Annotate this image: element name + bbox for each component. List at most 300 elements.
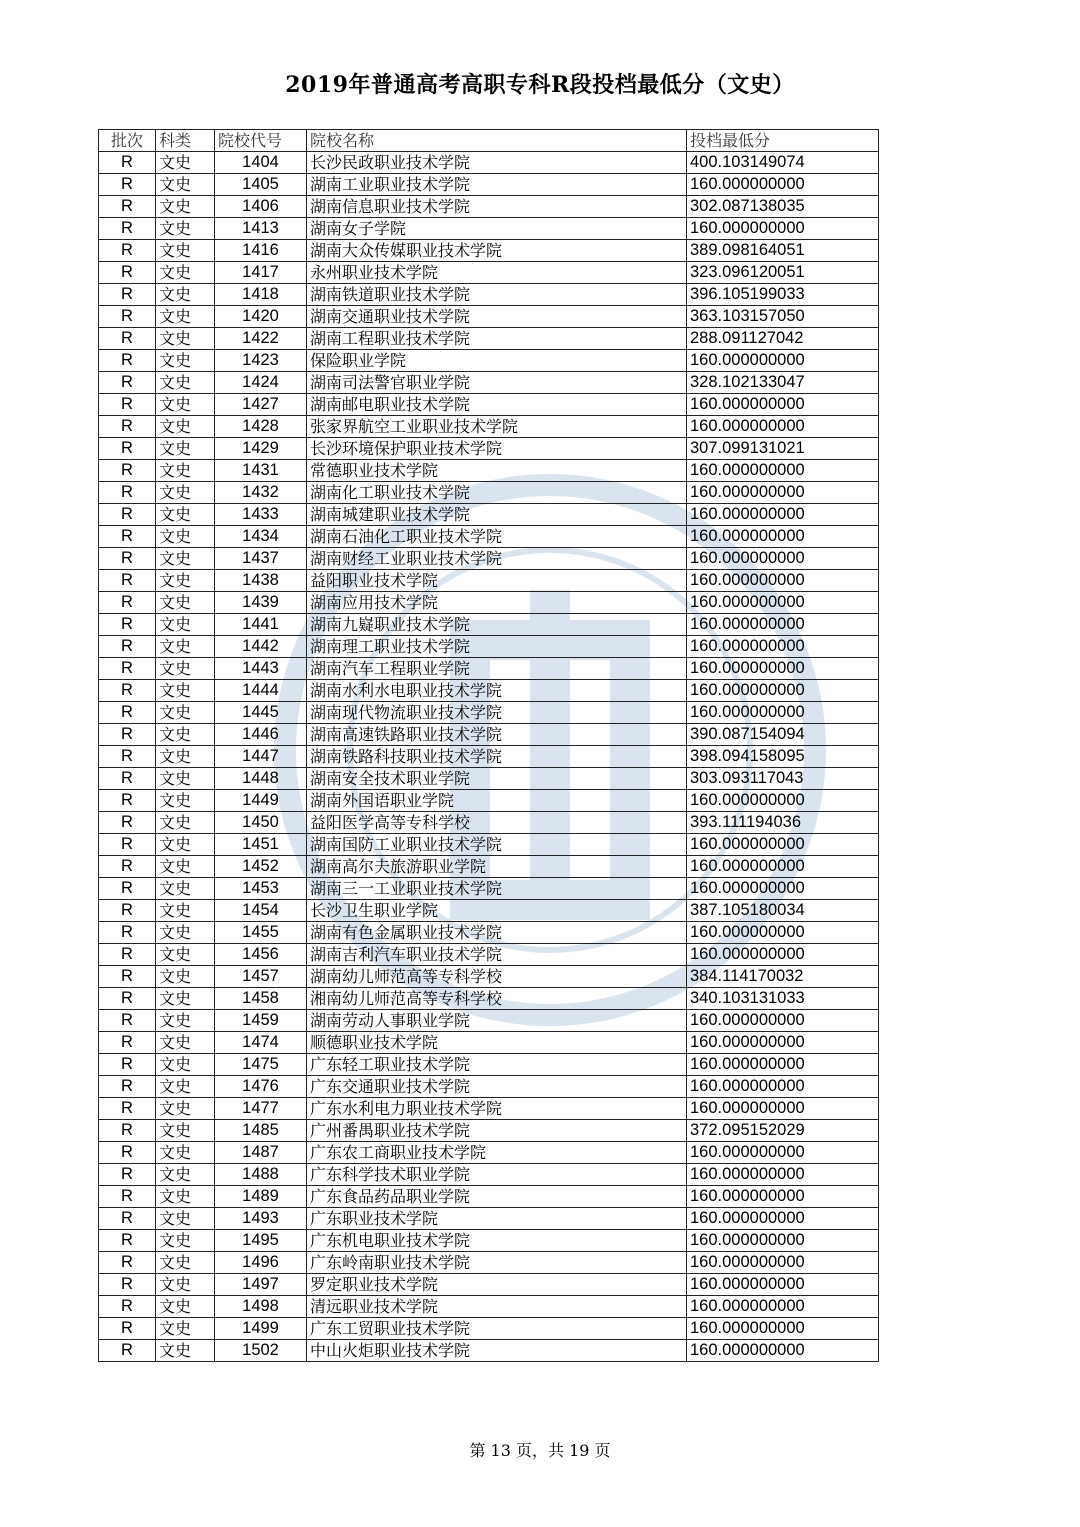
cell-school-code: 1449 [215,790,307,812]
table-row [99,526,879,548]
column-header-subject: 科类 [156,130,215,152]
cell-school-name: 湖南应用技术学院 [307,592,687,614]
cell-school-code: 1428 [215,416,307,438]
table-row [99,372,879,394]
cell-batch: R [99,1186,156,1208]
cell-school-code: 1437 [215,548,307,570]
cell-min-score: 160.000000000 [687,1142,879,1164]
cell-school-code: 1413 [215,218,307,240]
cell-min-score: 160.000000000 [687,636,879,658]
cell-subject: 文史 [156,1340,215,1362]
page-title: 2019年普通高考高职专科R段投档最低分（文史） [285,72,795,98]
column-header-school-name: 院校名称 [307,130,687,152]
cell-min-score: 160.000000000 [687,1296,879,1318]
table-row [99,966,879,988]
cell-batch: R [99,174,156,196]
table-row [99,1186,879,1208]
cell-batch: R [99,944,156,966]
cell-school-code: 1493 [215,1208,307,1230]
cell-school-name: 湖南三一工业职业技术学院 [307,878,687,900]
cell-min-score: 396.105199033 [687,284,879,306]
cell-min-score: 160.000000000 [687,218,879,240]
cell-subject: 文史 [156,658,215,680]
cell-min-score: 160.000000000 [687,570,879,592]
cell-min-score: 160.000000000 [687,1076,879,1098]
cell-school-code: 1474 [215,1032,307,1054]
table-row [99,1252,879,1274]
page-number: 第 13 页，共 19 页 [469,1441,611,1460]
cell-min-score: 160.000000000 [687,614,879,636]
cell-school-code: 1416 [215,240,307,262]
cell-subject: 文史 [156,988,215,1010]
cell-subject: 文史 [156,218,215,240]
cell-subject: 文史 [156,614,215,636]
column-header-batch: 批次 [99,130,156,152]
cell-school-code: 1431 [215,460,307,482]
cell-min-score: 160.000000000 [687,1208,879,1230]
cell-school-code: 1476 [215,1076,307,1098]
cell-school-code: 1475 [215,1054,307,1076]
cell-school-name: 广东水利电力职业技术学院 [307,1098,687,1120]
table-row [99,658,879,680]
table-row [99,152,879,174]
cell-school-code: 1452 [215,856,307,878]
cell-min-score: 160.000000000 [687,922,879,944]
cell-batch: R [99,1230,156,1252]
cell-school-code: 1498 [215,1296,307,1318]
cell-school-code: 1502 [215,1340,307,1362]
cell-school-code: 1485 [215,1120,307,1142]
cell-batch: R [99,262,156,284]
cell-school-code: 1489 [215,1186,307,1208]
cell-subject: 文史 [156,1098,215,1120]
table-row [99,900,879,922]
cell-school-code: 1454 [215,900,307,922]
table-row [99,1230,879,1252]
cell-school-name: 罗定职业技术学院 [307,1274,687,1296]
cell-school-name: 湖南高尔夫旅游职业学院 [307,856,687,878]
cell-batch: R [99,966,156,988]
table-row [99,438,879,460]
cell-school-name: 湖南现代物流职业技术学院 [307,702,687,724]
cell-subject: 文史 [156,900,215,922]
cell-school-name: 湖南九嶷职业技术学院 [307,614,687,636]
cell-school-name: 湖南大众传媒职业技术学院 [307,240,687,262]
cell-school-name: 湖南工程职业技术学院 [307,328,687,350]
table-row [99,174,879,196]
cell-subject: 文史 [156,1318,215,1340]
cell-subject: 文史 [156,1076,215,1098]
cell-min-score: 160.000000000 [687,482,879,504]
cell-min-score: 340.103131033 [687,988,879,1010]
cell-subject: 文史 [156,438,215,460]
cell-school-name: 湖南铁路科技职业技术学院 [307,746,687,768]
table-row [99,1296,879,1318]
table-row [99,1120,879,1142]
cell-batch: R [99,504,156,526]
cell-min-score: 160.000000000 [687,592,879,614]
table-row [99,306,879,328]
cell-school-name: 中山火炬职业技术学院 [307,1340,687,1362]
cell-subject: 文史 [156,812,215,834]
table-row [99,1274,879,1296]
cell-school-name: 湖南有色金属职业技术学院 [307,922,687,944]
cell-school-name: 广东科学技术职业学院 [307,1164,687,1186]
cell-min-score: 400.103149074 [687,152,879,174]
cell-school-code: 1441 [215,614,307,636]
cell-school-name: 长沙卫生职业学院 [307,900,687,922]
table-row [99,548,879,570]
cell-subject: 文史 [156,702,215,724]
cell-school-name: 广东交通职业技术学院 [307,1076,687,1098]
cell-subject: 文史 [156,724,215,746]
cell-batch: R [99,1208,156,1230]
cell-min-score: 160.000000000 [687,1164,879,1186]
cell-min-score: 160.000000000 [687,394,879,416]
table-row [99,702,879,724]
cell-school-code: 1487 [215,1142,307,1164]
cell-school-code: 1438 [215,570,307,592]
cell-subject: 文史 [156,1010,215,1032]
cell-min-score: 302.087138035 [687,196,879,218]
cell-min-score: 387.105180034 [687,900,879,922]
cell-batch: R [99,1076,156,1098]
cell-batch: R [99,1164,156,1186]
cell-school-code: 1448 [215,768,307,790]
cell-school-name: 广东食品药品职业学院 [307,1186,687,1208]
cell-school-code: 1443 [215,658,307,680]
table-row [99,812,879,834]
column-header-min-score: 投档最低分 [687,130,879,152]
cell-batch: R [99,658,156,680]
cell-subject: 文史 [156,944,215,966]
cell-school-name: 湖南国防工业职业技术学院 [307,834,687,856]
cell-batch: R [99,328,156,350]
cell-batch: R [99,988,156,1010]
cell-subject: 文史 [156,350,215,372]
cell-subject: 文史 [156,856,215,878]
cell-school-name: 湖南女子学院 [307,218,687,240]
cell-subject: 文史 [156,966,215,988]
cell-school-name: 湘南幼儿师范高等专科学校 [307,988,687,1010]
table-row [99,328,879,350]
cell-school-code: 1477 [215,1098,307,1120]
cell-min-score: 160.000000000 [687,174,879,196]
cell-school-code: 1499 [215,1318,307,1340]
cell-batch: R [99,284,156,306]
table-row [99,834,879,856]
cell-school-code: 1423 [215,350,307,372]
cell-school-code: 1404 [215,152,307,174]
cell-min-score: 160.000000000 [687,944,879,966]
cell-school-code: 1455 [215,922,307,944]
table-row [99,196,879,218]
cell-batch: R [99,570,156,592]
table-row [99,1142,879,1164]
cell-subject: 文史 [156,1208,215,1230]
cell-batch: R [99,306,156,328]
cell-batch: R [99,372,156,394]
cell-school-name: 常德职业技术学院 [307,460,687,482]
cell-school-code: 1445 [215,702,307,724]
cell-batch: R [99,438,156,460]
cell-subject: 文史 [156,284,215,306]
cell-min-score: 160.000000000 [687,1274,879,1296]
table-row [99,1318,879,1340]
cell-subject: 文史 [156,1142,215,1164]
cell-school-code: 1453 [215,878,307,900]
cell-subject: 文史 [156,1032,215,1054]
cell-school-name: 益阳职业技术学院 [307,570,687,592]
score-table [98,129,879,1362]
cell-batch: R [99,526,156,548]
cell-school-name: 长沙民政职业技术学院 [307,152,687,174]
cell-subject: 文史 [156,592,215,614]
table-row [99,218,879,240]
cell-subject: 文史 [156,1120,215,1142]
cell-subject: 文史 [156,1164,215,1186]
cell-batch: R [99,680,156,702]
cell-subject: 文史 [156,1274,215,1296]
cell-batch: R [99,900,156,922]
cell-min-score: 398.094158095 [687,746,879,768]
cell-min-score: 160.000000000 [687,658,879,680]
column-header-school-code: 院校代号 [215,130,307,152]
cell-subject: 文史 [156,460,215,482]
cell-subject: 文史 [156,1230,215,1252]
cell-batch: R [99,834,156,856]
cell-min-score: 160.000000000 [687,1010,879,1032]
cell-subject: 文史 [156,790,215,812]
table-row [99,636,879,658]
cell-batch: R [99,724,156,746]
table-row [99,724,879,746]
cell-min-score: 390.087154094 [687,724,879,746]
cell-school-code: 1496 [215,1252,307,1274]
cell-subject: 文史 [156,1296,215,1318]
cell-min-score: 160.000000000 [687,1186,879,1208]
cell-school-code: 1450 [215,812,307,834]
cell-batch: R [99,1054,156,1076]
table-row [99,856,879,878]
cell-min-score: 160.000000000 [687,416,879,438]
cell-batch: R [99,1274,156,1296]
table-row [99,416,879,438]
cell-school-code: 1444 [215,680,307,702]
cell-school-name: 广东机电职业技术学院 [307,1230,687,1252]
cell-school-name: 张家界航空工业职业技术学院 [307,416,687,438]
cell-subject: 文史 [156,328,215,350]
cell-school-code: 1459 [215,1010,307,1032]
cell-batch: R [99,1010,156,1032]
cell-min-score: 160.000000000 [687,460,879,482]
cell-school-code: 1405 [215,174,307,196]
cell-min-score: 160.000000000 [687,1032,879,1054]
cell-batch: R [99,1252,156,1274]
cell-school-code: 1447 [215,746,307,768]
cell-batch: R [99,746,156,768]
table-row [99,1340,879,1362]
cell-school-code: 1433 [215,504,307,526]
table-row [99,988,879,1010]
table-row [99,504,879,526]
table-row [99,482,879,504]
table-row [99,262,879,284]
cell-batch: R [99,614,156,636]
table-header-row [99,130,879,152]
cell-school-code: 1456 [215,944,307,966]
cell-subject: 文史 [156,372,215,394]
cell-batch: R [99,240,156,262]
cell-school-code: 1497 [215,1274,307,1296]
cell-school-name: 湖南安全技术职业学院 [307,768,687,790]
cell-subject: 文史 [156,482,215,504]
cell-batch: R [99,218,156,240]
cell-min-score: 384.114170032 [687,966,879,988]
cell-school-name: 湖南铁道职业技术学院 [307,284,687,306]
cell-school-name: 广东职业技术学院 [307,1208,687,1230]
cell-subject: 文史 [156,1054,215,1076]
cell-batch: R [99,636,156,658]
cell-school-code: 1458 [215,988,307,1010]
cell-subject: 文史 [156,526,215,548]
table-row [99,1208,879,1230]
cell-batch: R [99,812,156,834]
cell-subject: 文史 [156,878,215,900]
cell-school-code: 1424 [215,372,307,394]
cell-min-score: 389.098164051 [687,240,879,262]
table-row [99,1054,879,1076]
cell-min-score: 160.000000000 [687,1252,879,1274]
cell-min-score: 160.000000000 [687,878,879,900]
cell-school-name: 湖南劳动人事职业学院 [307,1010,687,1032]
cell-school-code: 1432 [215,482,307,504]
cell-subject: 文史 [156,680,215,702]
cell-min-score: 160.000000000 [687,834,879,856]
table-row [99,1098,879,1120]
cell-min-score: 303.093117043 [687,768,879,790]
cell-min-score: 372.095152029 [687,1120,879,1142]
cell-school-code: 1418 [215,284,307,306]
cell-batch: R [99,1098,156,1120]
cell-subject: 文史 [156,570,215,592]
cell-school-name: 广东岭南职业技术学院 [307,1252,687,1274]
table-row [99,592,879,614]
cell-school-name: 顺德职业技术学院 [307,1032,687,1054]
table-row [99,240,879,262]
table-row [99,878,879,900]
table-row [99,922,879,944]
cell-subject: 文史 [156,416,215,438]
table-row [99,460,879,482]
cell-batch: R [99,768,156,790]
table-row [99,284,879,306]
cell-batch: R [99,1142,156,1164]
cell-subject: 文史 [156,1252,215,1274]
cell-min-score: 393.111194036 [687,812,879,834]
cell-subject: 文史 [156,504,215,526]
table-row [99,944,879,966]
cell-school-name: 湖南石油化工职业技术学院 [307,526,687,548]
cell-min-score: 160.000000000 [687,1098,879,1120]
cell-school-code: 1442 [215,636,307,658]
cell-min-score: 160.000000000 [687,350,879,372]
cell-batch: R [99,1318,156,1340]
cell-school-name: 湖南司法警官职业学院 [307,372,687,394]
cell-school-name: 广东农工商职业技术学院 [307,1142,687,1164]
cell-school-name: 广东轻工职业技术学院 [307,1054,687,1076]
table-row [99,350,879,372]
table-row [99,1076,879,1098]
cell-school-code: 1406 [215,196,307,218]
cell-batch: R [99,592,156,614]
cell-subject: 文史 [156,768,215,790]
cell-school-code: 1427 [215,394,307,416]
table-row [99,570,879,592]
table-row [99,1164,879,1186]
cell-school-code: 1439 [215,592,307,614]
cell-min-score: 160.000000000 [687,1318,879,1340]
cell-batch: R [99,1032,156,1054]
table-row [99,746,879,768]
cell-subject: 文史 [156,196,215,218]
cell-batch: R [99,196,156,218]
cell-subject: 文史 [156,834,215,856]
cell-subject: 文史 [156,240,215,262]
table-row [99,614,879,636]
cell-batch: R [99,460,156,482]
cell-batch: R [99,922,156,944]
cell-school-name: 湖南幼儿师范高等专科学校 [307,966,687,988]
cell-school-code: 1446 [215,724,307,746]
cell-batch: R [99,1340,156,1362]
cell-school-name: 广州番禺职业技术学院 [307,1120,687,1142]
cell-school-code: 1495 [215,1230,307,1252]
cell-min-score: 363.103157050 [687,306,879,328]
cell-subject: 文史 [156,152,215,174]
cell-batch: R [99,1296,156,1318]
cell-batch: R [99,856,156,878]
cell-min-score: 160.000000000 [687,856,879,878]
table-row [99,790,879,812]
table-row [99,1010,879,1032]
cell-min-score: 160.000000000 [687,504,879,526]
cell-school-code: 1457 [215,966,307,988]
cell-school-name: 湖南信息职业技术学院 [307,196,687,218]
cell-min-score: 323.096120051 [687,262,879,284]
cell-batch: R [99,394,156,416]
cell-batch: R [99,702,156,724]
cell-batch: R [99,548,156,570]
cell-subject: 文史 [156,394,215,416]
cell-school-name: 湖南交通职业技术学院 [307,306,687,328]
cell-school-code: 1488 [215,1164,307,1186]
cell-subject: 文史 [156,922,215,944]
cell-min-score: 160.000000000 [687,548,879,570]
cell-subject: 文史 [156,306,215,328]
cell-school-name: 湖南工业职业技术学院 [307,174,687,196]
cell-school-code: 1422 [215,328,307,350]
table-row [99,680,879,702]
cell-school-name: 永州职业技术学院 [307,262,687,284]
table-row [99,1032,879,1054]
cell-school-name: 湖南城建职业技术学院 [307,504,687,526]
cell-school-name: 湖南财经工业职业技术学院 [307,548,687,570]
cell-school-code: 1420 [215,306,307,328]
cell-school-name: 清远职业技术学院 [307,1296,687,1318]
cell-batch: R [99,152,156,174]
cell-subject: 文史 [156,746,215,768]
